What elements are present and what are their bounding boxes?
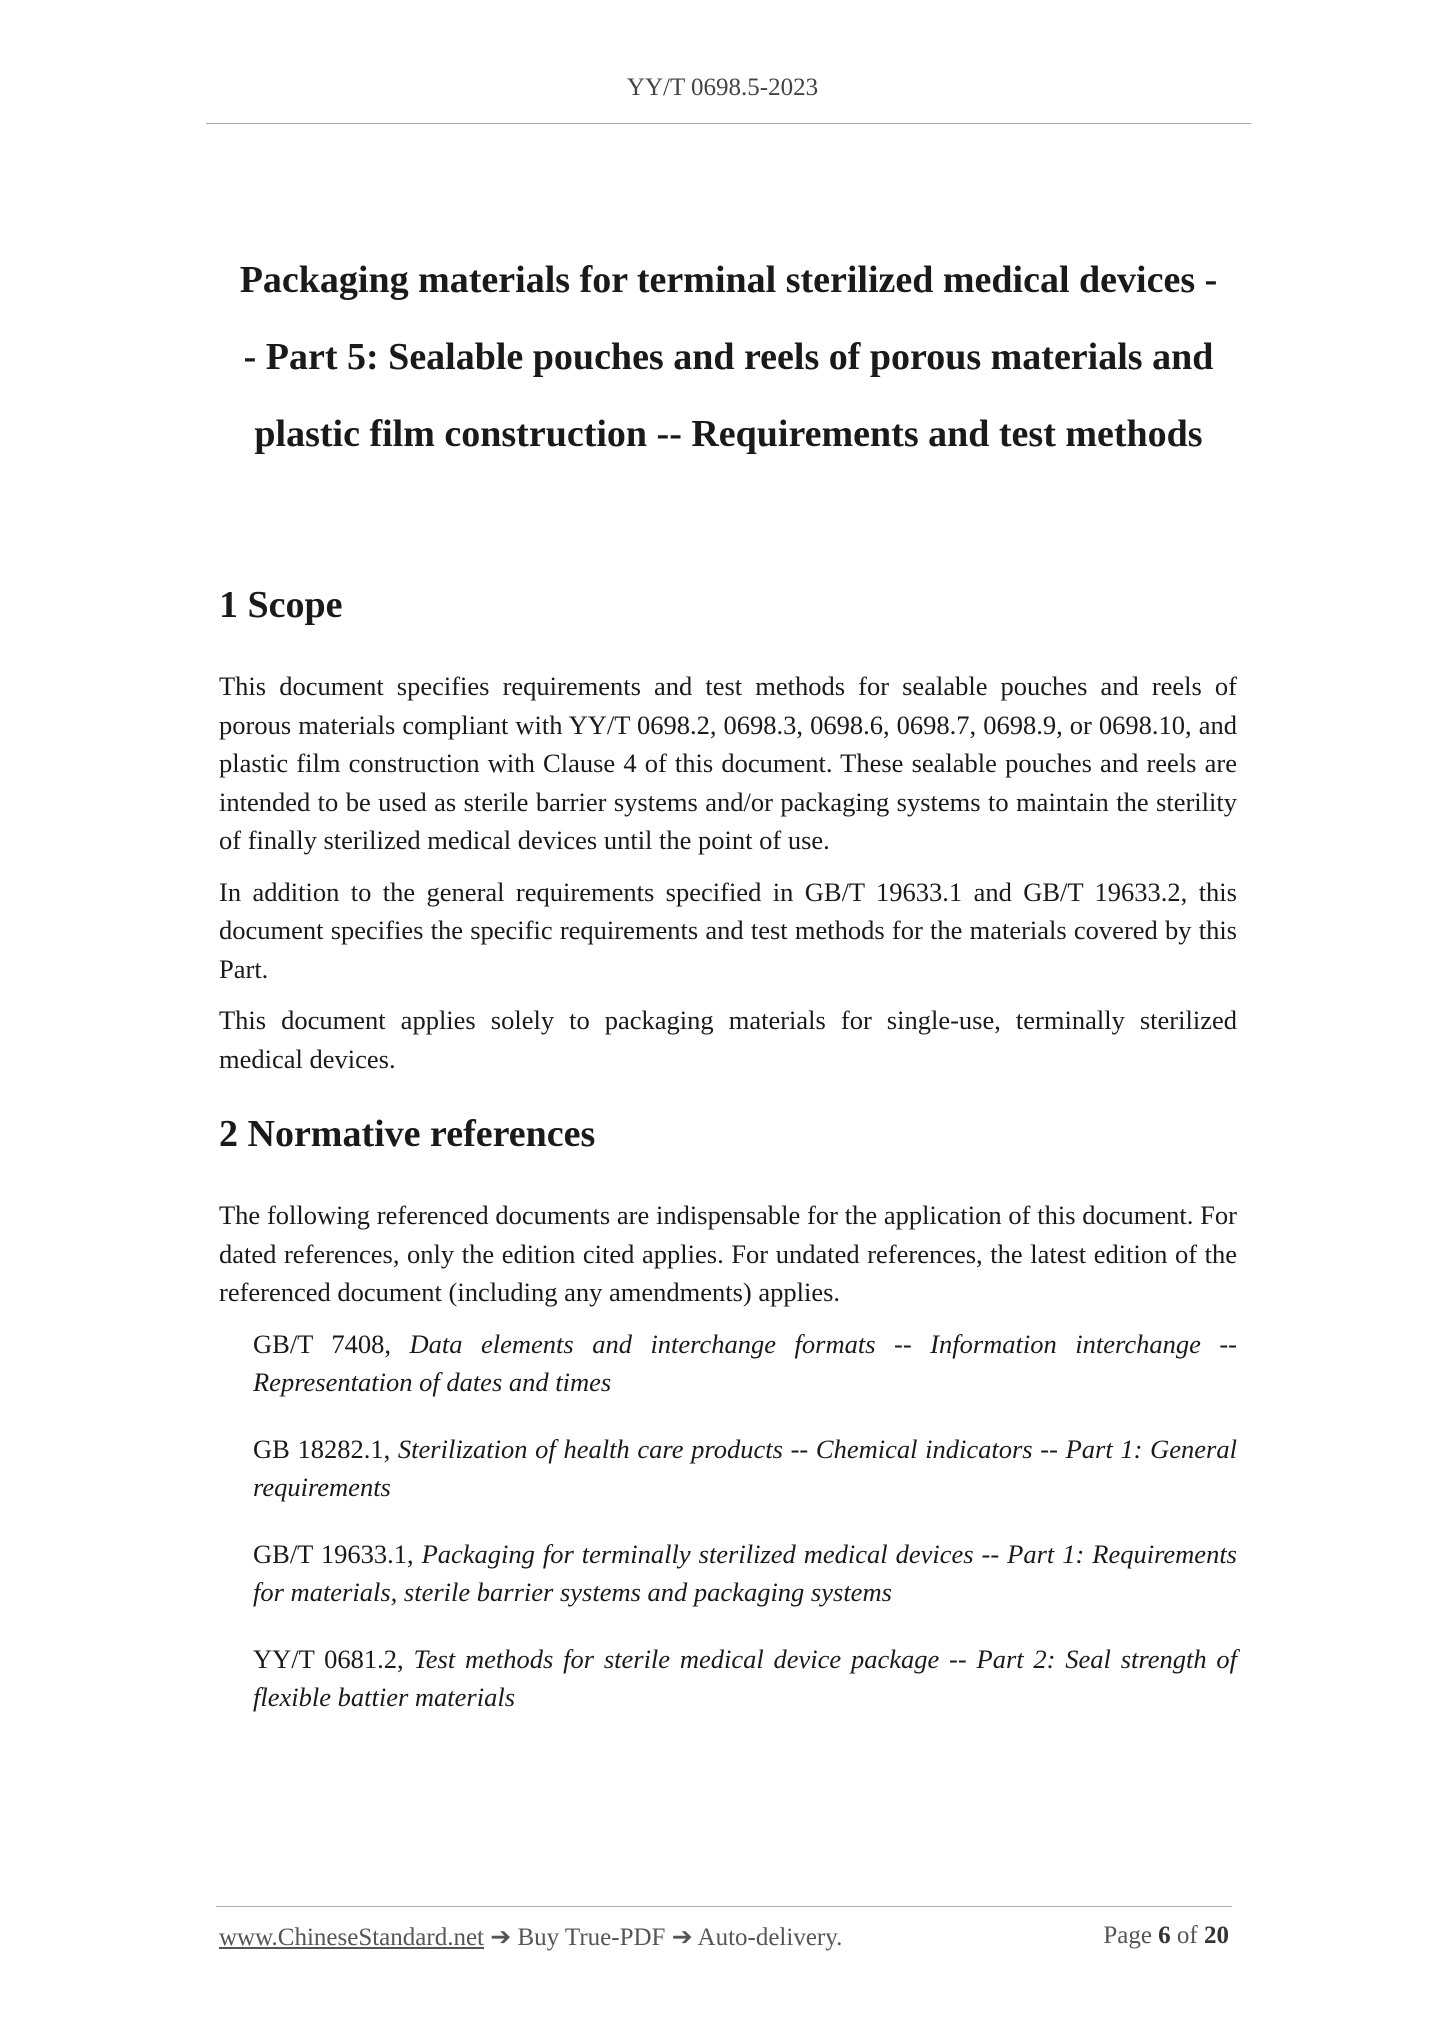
reference-code: GB/T 19633.1, (253, 1538, 422, 1569)
document-body (219, 575, 1237, 1717)
title-line-2: - Part 5: Sealable pouches and reels of porous materials and (243, 336, 1214, 378)
of-label: of (1176, 1922, 1198, 1949)
reference-code: YY/T 0681.2, (253, 1643, 414, 1674)
arrow-right-icon: ➔ (490, 1924, 512, 1951)
reference-item (253, 1430, 1237, 1507)
document-code-header: YY/T 0698.5-2023 (626, 74, 819, 101)
auto-delivery-text: Auto-delivery. (697, 1924, 843, 1951)
current-page: 6 (1158, 1922, 1171, 1949)
reference-code: GB/T 7408, (253, 1328, 410, 1359)
site-link[interactable]: www.ChineseStandard.net (219, 1924, 484, 1951)
scope-paragraph-1: This document specifies requirements and test methods for sealable pouches and reels of porous materials compliant with YY/T 0698.2, 0698.3, 0698.6, 0698.7, 0698.9, or 0698.10, and plastic film construction with Clause 4 of this document. These sealable pouches and reels are intended to be used as sterile barrier systems and/or packaging systems to maintain the sterility of finally sterilized medical devices until the point of use. (219, 671, 1237, 855)
reference-item (253, 1535, 1237, 1612)
reference-title: Test methods for sterile medical device package -- Part 2: Seal strength of flexible battier materials (253, 1643, 1237, 1712)
footer-promo (219, 1922, 842, 1952)
footer-divider (216, 1906, 1232, 1907)
header-divider (206, 123, 1251, 124)
reference-item (253, 1640, 1237, 1717)
references-intro-paragraph: The following referenced documents are indispensable for the application of this document. For dated references, only the edition cited applies. For undated references, the latest edition of the referenced document (including any amendments) applies. (219, 1200, 1237, 1307)
section-heading-normative-references: 2 Normative references (219, 1113, 596, 1155)
reference-code: GB 18282.1, (253, 1433, 398, 1464)
page-number (1103, 1922, 1229, 1950)
document-title (206, 242, 1251, 473)
page-label: Page (1103, 1922, 1152, 1949)
reference-item (253, 1325, 1237, 1402)
reference-title: Data elements and interchange formats -- Information interchange -- Representation of dates and times (253, 1328, 1237, 1397)
arrow-right-icon: ➔ (671, 1924, 693, 1951)
scope-paragraph-2: In addition to the general requirements specified in GB/T 19633.1 and GB/T 19633.2, this document specifies the specific requirements and test methods for the materials covered by this Part. (219, 876, 1237, 984)
title-line-3: plastic film construction -- Requirements and test methods (254, 413, 1203, 455)
title-line-1: Packaging materials for terminal sterilized medical devices - (239, 259, 1218, 301)
section-heading-scope: 1 Scope (219, 584, 343, 626)
scope-paragraph-3: This document applies solely to packaging materials for single-use, terminally sterilized medical devices. (219, 1005, 1237, 1074)
buy-pdf-text: Buy True-PDF (517, 1924, 666, 1951)
reference-title: Sterilization of health care products -- Chemical indicators -- Part 1: General requirements (253, 1433, 1237, 1502)
reference-title: Packaging for terminally sterilized medical devices -- Part 1: Requirements for materials, sterile barrier systems and packaging systems (253, 1538, 1237, 1607)
total-pages: 20 (1204, 1922, 1229, 1949)
